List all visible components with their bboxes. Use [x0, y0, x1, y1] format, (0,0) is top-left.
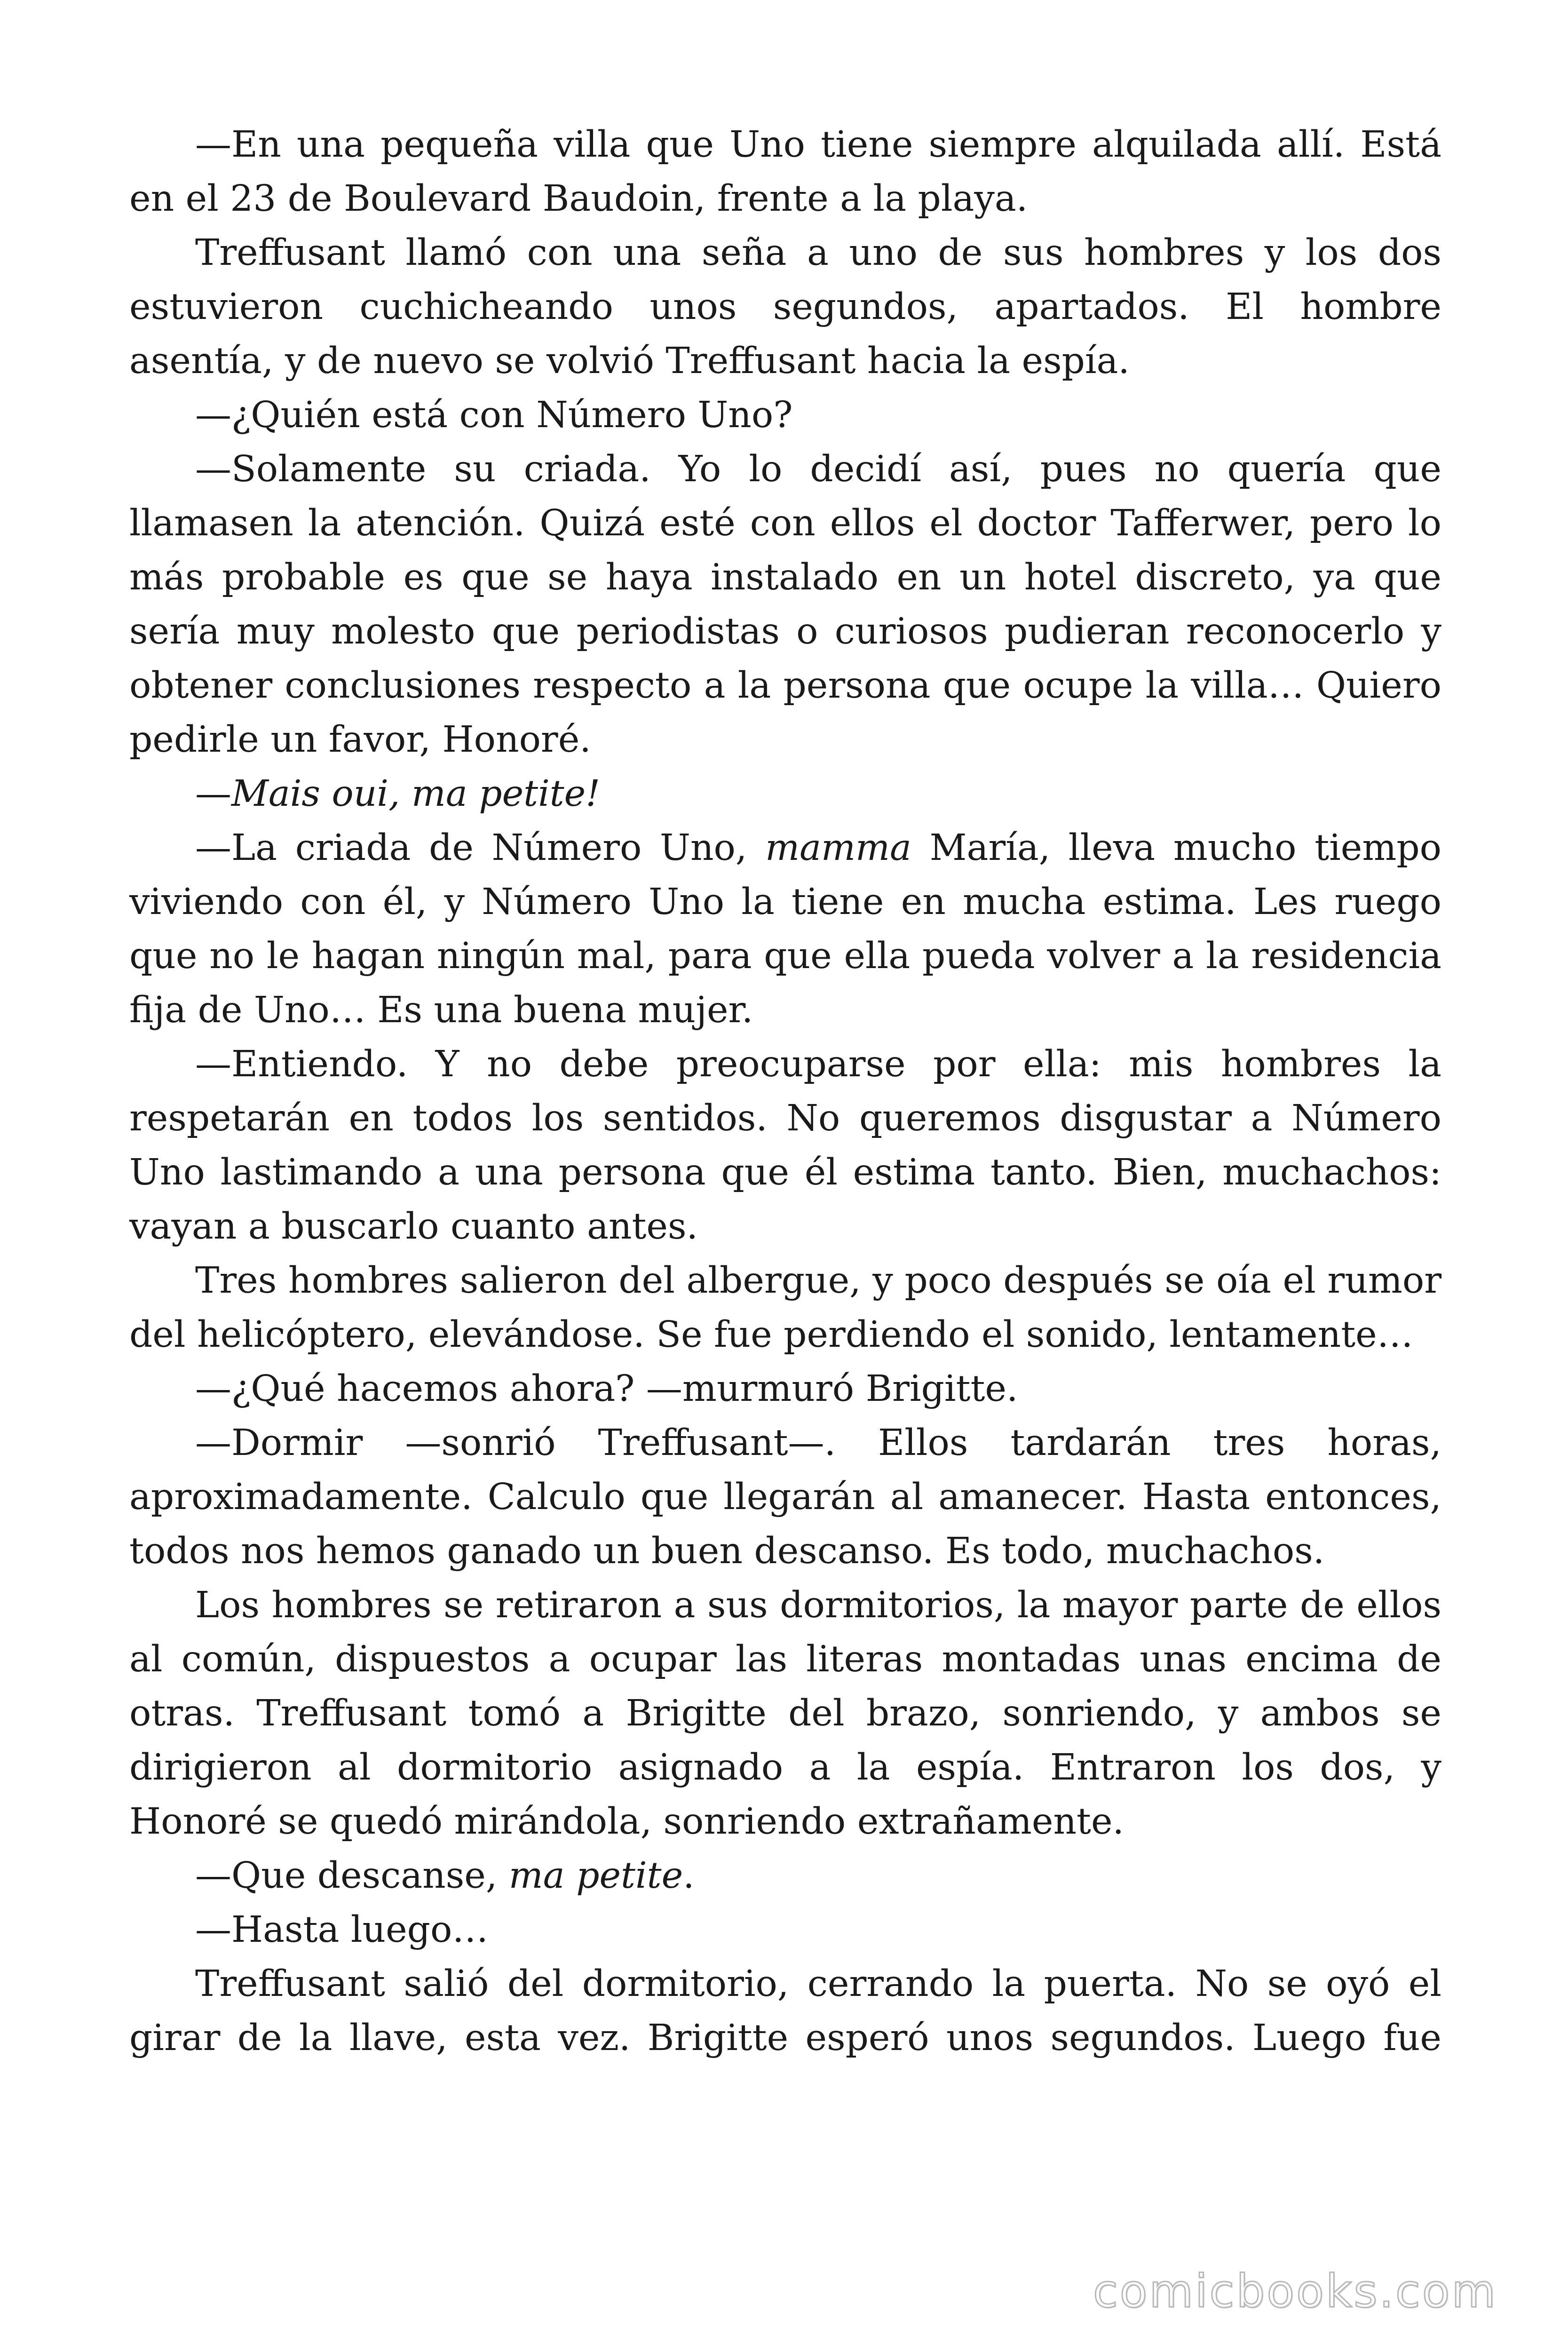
watermark-logo: comicbooks.com	[1093, 2265, 1497, 2318]
paragraph	[129, 1254, 1441, 1362]
paragraph	[129, 1362, 1441, 1416]
italic-text: Mais oui, ma petite!	[231, 773, 601, 815]
paragraph	[129, 226, 1441, 388]
book-page-text	[129, 118, 1441, 2065]
text-run: Treffusant llamó con una seña a uno de sus hombres y los dos estuvieron cuchicheando unos segundos, apartados. El hombre asentía, y de nuevo se volvió Treffusant hacia la espía.	[129, 232, 1441, 382]
text-run: —Solamente su criada. Yo lo decidí así, pues no quería que llamasen la atención. Quizá esté con ellos el doctor Tafferwer, pero lo más probable es que se haya instalado en un hotel discreto, ya que sería muy molesto que periodistas o curiosos pudieran reconocerlo y obtener conclusiones respecto a la persona que ocupe la villa… Quiero pedirle un favor, Honoré.	[129, 448, 1441, 761]
text-run: Treffusant salió del dormitorio, cerrando la puerta. No se oyó el girar de la llave, esta vez. Brigitte esperó unos segundos. Luego fue	[129, 1963, 1441, 2059]
italic-text: mamma	[765, 827, 911, 869]
paragraph	[129, 1903, 1441, 1957]
paragraph	[129, 1578, 1441, 1849]
text-run: —Hasta luego…	[195, 1909, 489, 1951]
paragraph	[129, 1037, 1441, 1254]
text-run: —	[195, 773, 231, 815]
paragraph	[129, 821, 1441, 1037]
paragraph	[129, 388, 1441, 442]
paragraph	[129, 442, 1441, 767]
text-run: .	[683, 1855, 695, 1897]
text-run: Los hombres se retiraron a sus dormitorios, la mayor parte de ellos al común, dispuestos a ocupar las literas montadas unas encima de otras. Treffusant tomó a Brigitte del brazo, sonriendo, y ambos se dirigieron al dormitorio asignado a la espía. Entraron los dos, y Honoré se quedó mirándola, sonriendo extrañamente.	[129, 1584, 1441, 1843]
paragraph	[129, 1416, 1441, 1578]
text-run: —Entiendo. Y no debe preocuparse por ella: mis hombres la respetarán en todos los sentidos. No queremos disgustar a Número Uno lastimando a una persona que él estima tanto. Bien, muchachos: vayan a buscarlo cuanto antes.	[129, 1043, 1441, 1248]
paragraph	[129, 1957, 1441, 2065]
text-run: —Que descanse,	[195, 1855, 509, 1897]
italic-text: ma petite	[508, 1855, 683, 1897]
text-run: —¿Quién está con Número Uno?	[195, 394, 793, 436]
paragraph	[129, 767, 1441, 821]
text-run: —Dormir —sonrió Treffusant—. Ellos tardarán tres horas, aproximadamente. Calculo que llegarán al amanecer. Hasta entonces, todos nos hemos ganado un buen descanso. Es todo, muchachos.	[129, 1422, 1441, 1572]
text-run: —En una pequeña villa que Uno tiene siempre alquilada allí. Está en el 23 de Boulevard Baudoin, frente a la playa.	[129, 124, 1441, 220]
text-run: —La criada de Número Uno,	[195, 827, 766, 869]
paragraph	[129, 1849, 1441, 1903]
text-run: Tres hombres salieron del albergue, y poco después se oía el rumor del helicóptero, elevándose. Se fue perdiendo el sonido, lentamente…	[129, 1260, 1441, 1356]
text-run: María, lleva mucho tiempo viviendo con él, y Número Uno la tiene en mucha estima. Les ruego que no le hagan ningún mal, para que ella pueda volver a la residencia fija de Uno… Es una buena mujer.	[129, 827, 1441, 1031]
text-run: —¿Qué hacemos ahora? —murmuró Brigitte.	[195, 1368, 1018, 1410]
paragraph	[129, 118, 1441, 226]
